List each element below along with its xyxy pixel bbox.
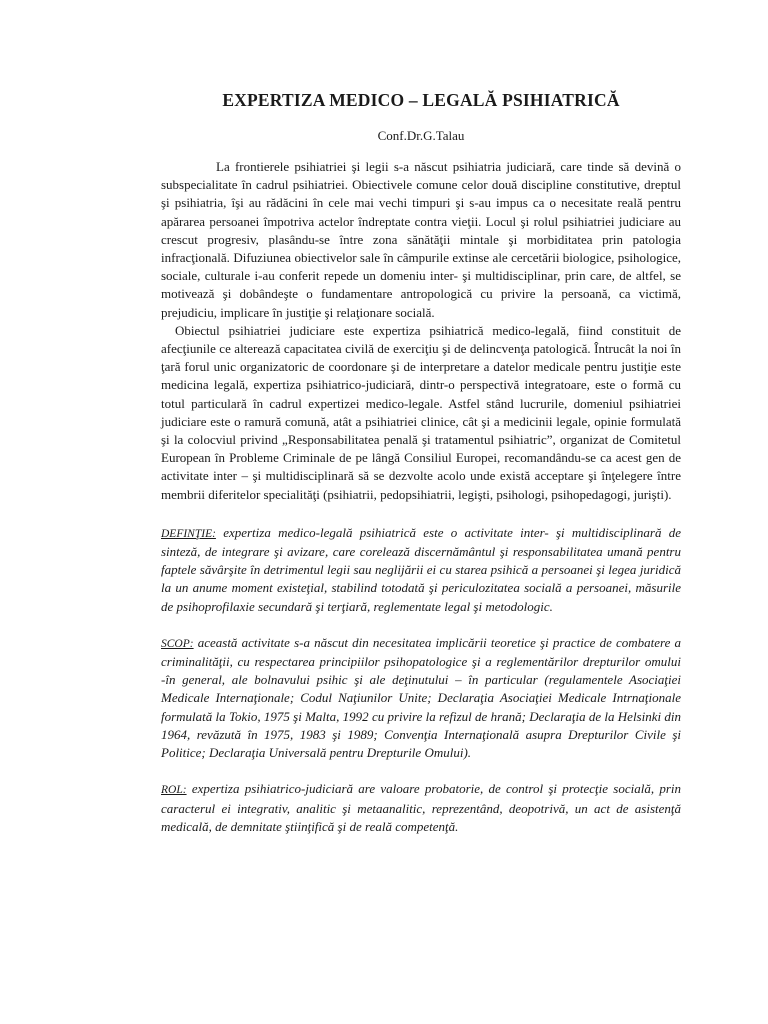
definition-label: DEFINŢIE: — [161, 527, 216, 540]
definition-block — [161, 524, 681, 616]
paragraph-object: Obiectul psihiatriei judiciare este expertiza psihiatrică medico-legală, fiind constituit de afecţiunile ce alterează capacitatea civilă de exerciţiu şi de delincvenţa patologică. Întrucât la noi în ţară forul unic organizatoric de coordonare şi de interpretare a datelor medicale pentru justiţie este medicina legală, expertiza psihiatrico-judiciară, dintr-o perspectivă integratoare, este o formă cu totul particulară în cadrul expertizei medico-legale. Astfel stând lucrurile, domeniul psihiatriei judiciare este o ramură comună, atât a psihiatriei clinice, cât şi a medicinii legale, opinie formulată şi la colocviul privind „Responsabilitatea penală şi tratamentul psihiatric”, organizat de Comitetul European în Probleme Criminale de pe lângă Consiliul Europei, recomandându-se ca acest gen de activitate inter – şi multidisciplinară să se dezvolte acolo unde există acceptare şi înţelegere între membrii diferitelor specialităţi (psihiatrii, pedopsihiatrii, legişti, psihologi, psihopedagogi, jurişti). — [161, 322, 681, 502]
role-label: ROL: — [161, 784, 187, 797]
role-block — [161, 780, 681, 836]
role-text: expertiza psihiatrico-judiciară are valoare probatorie, de control şi protecţie socială, prin caracterul ei integrativ, analitic şi metaanalitic, reprezentând, deopotrivă, un act de asistenţă medicală, de demnitate ştiinţifică şi de reală competenţă. — [161, 781, 681, 834]
document-author: Conf.Dr.G.Talau — [377, 128, 465, 143]
definition-text: expertiza medico-legală psihiatrică este o activitate inter- şi multidisciplinară de sinteză, de integrare şi avizare, care corelează discernământul şi responsabilitatea umană pentru faptele săvârşite în detrimentul legii sau neglijării ei cu starea psihică a persoanei şi legea juridică la un anume moment existeţial, stabilind totodată şi periculozitatea socială a persoanei, măsurile de psihoprofilaxie secundară şi terţiară, reglementate legal şi metodologic. — [161, 524, 681, 614]
document-title: EXPERTIZA MEDICO – LEGALĂ PSIHIATRICĂ — [222, 90, 620, 110]
scope-label: SCOP: — [161, 637, 194, 650]
scope-block — [161, 634, 681, 762]
paragraph-intro: La frontierele psihiatriei şi legii s-a născut psihiatria judiciară, care tinde să devină o subspecialitate în cadrul psihiatriei. Obiectivele comune celor două discipline constitutive, dreptul şi psihiatria, îşi au rădăcini în cele mai vechi timpuri şi s-au impus ca o necesitate reală pentru apărarea persoanei împotriva actelor îndreptate contra vieţii. Locul şi rolul psihiatriei judiciare au crescut progresiv, plasându-se între zona sănătăţii mintale şi morbiditatea prin patologia infracţională. Difuziunea obiectivelor sale în câmpurile extinse ale cercetării biologice, psihologice, sociale, culturale i-au conferit repede un domeniu inter- şi multidisciplinar, prin care, de altfel, se motivează şi dobândeşte o fundamentare antropologică cu privire la persoană, ca victimă, prejudiciu, implicare în justiţie şi relaţionare socială. — [161, 159, 681, 320]
document-content — [161, 90, 681, 836]
scope-text: această activitate s-a născut din necesitatea implicării teoretice şi practice de combatere a criminalităţii, cu respectarea principiilor psihopatologice şi a reglementărilor drepturilor omului -în general, ale bolnavului psihic şi ale deţinutului – în particular (regulamentele Asociaţiei Medicale Internaţionale; Codul Naţiunilor Unite; Declaraţia Asociaţiei Medicale Intrnaţionale formulată la Tokio, 1975 şi Malta, 1992 cu privire la refizul de hrană; Declaraţia de la Helsinki din 1964, revăzută în 1975, 1983 şi 1989; Convenţia Internaţională asupra Drepturilor Civile şi Politice; Declaraţia Universală pentru Drepturile Omului). — [161, 634, 681, 761]
